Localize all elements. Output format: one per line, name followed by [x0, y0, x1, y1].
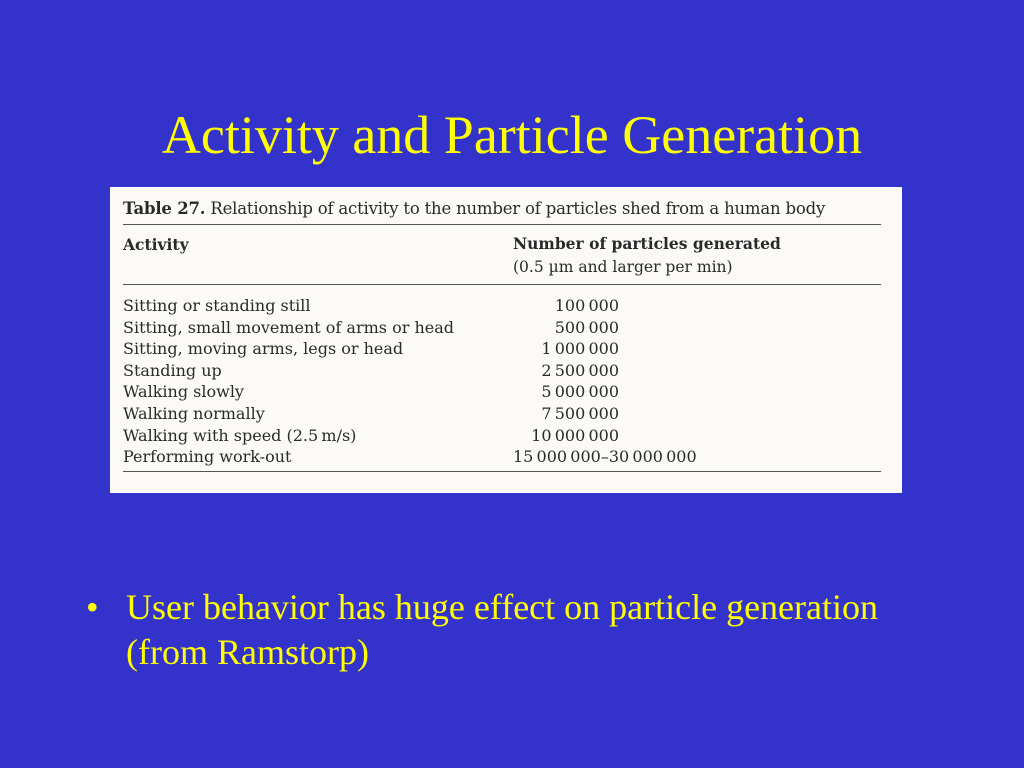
table-row [123, 446, 883, 468]
table-row [123, 403, 883, 425]
table-caption-number: Table 27. [123, 199, 206, 218]
cell-particle-count: 15 000 000–30 000 000 [513, 447, 697, 467]
column-header-activity: Activity [123, 235, 189, 254]
table-row [123, 425, 883, 447]
cell-activity: Walking slowly [123, 382, 244, 402]
cell-activity: Sitting, moving arms, legs or head [123, 339, 404, 359]
table-caption [123, 198, 893, 220]
cell-particle-count: 5 000 000 [541, 382, 619, 402]
table-caption-text: Relationship of activity to the number of particles shed from a human body [205, 199, 826, 218]
table-top-rule [123, 224, 881, 225]
table-header-rule [123, 284, 881, 285]
cell-activity: Sitting or standing still [123, 296, 311, 315]
column-header-particles: Number of particles generated [513, 234, 781, 253]
cell-particle-count: 1 000 000 [541, 339, 619, 359]
bullet-item [86, 585, 946, 675]
cell-particle-count: 2 500 000 [541, 360, 619, 380]
column-header-particles-unit: (0.5 µm and larger per min) [513, 258, 733, 276]
table-body [123, 295, 883, 468]
cell-particle-count: 100 000 [554, 296, 619, 315]
activity-particle-table [110, 187, 902, 493]
bullet-marker: • [86, 587, 99, 627]
table-row [123, 338, 883, 360]
cell-particle-count: 10 000 000 [531, 425, 619, 445]
cell-particle-count: 7 500 000 [541, 403, 619, 423]
slide-title: Activity and Particle Generation [161, 105, 863, 165]
table-row [123, 360, 883, 382]
bullet-list [86, 585, 946, 675]
table-row [123, 381, 883, 403]
table-row [123, 317, 883, 339]
cell-particle-count: 500 000 [554, 317, 619, 337]
cell-activity: Performing work-out [123, 447, 292, 467]
table-row [123, 295, 883, 317]
bullet-text: User behavior has huge effect on particle generation (from Ramstorp) [126, 587, 879, 672]
cell-activity: Sitting, small movement of arms or head [123, 317, 455, 337]
cell-activity: Walking with speed (2.5 m/s) [123, 425, 357, 445]
table-bottom-rule [123, 471, 881, 472]
cell-activity: Standing up [123, 360, 222, 380]
cell-activity: Walking normally [123, 403, 265, 423]
